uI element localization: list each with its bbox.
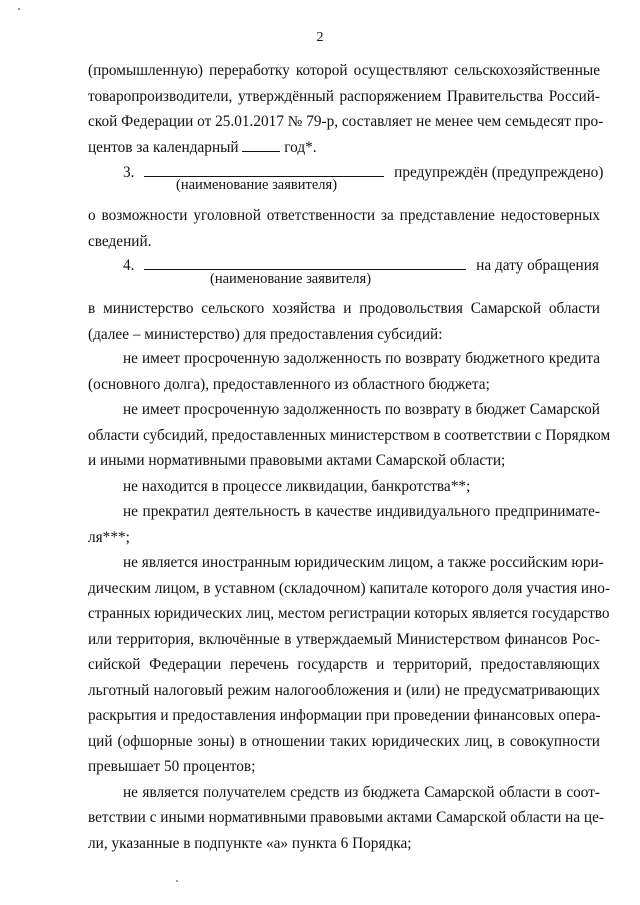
item-4-continuation bbox=[88, 296, 600, 347]
text-line: ветствии с иными нормативными правовыми актами Самарской области на це- bbox=[88, 809, 605, 826]
text-fragment: год*. bbox=[284, 138, 317, 156]
text-line: (промышленную) переработку которой осуществляют сельскохозяйственные bbox=[88, 62, 600, 79]
scan-speck bbox=[176, 880, 178, 882]
text-fragment: центов за календарный bbox=[88, 138, 239, 156]
text-line: ли, указанные в подпункте «а» пункта 6 Порядка; bbox=[88, 834, 412, 852]
condition-item bbox=[88, 499, 600, 550]
text-fragment: предупреждён (предупреждено) bbox=[394, 164, 604, 181]
condition-item bbox=[88, 474, 600, 500]
page-number: 2 bbox=[316, 30, 324, 45]
condition-item bbox=[88, 550, 611, 780]
item-number: 3. bbox=[123, 164, 135, 181]
condition-item bbox=[88, 346, 600, 397]
condition-item bbox=[88, 397, 611, 474]
text-line: сведений. bbox=[88, 232, 152, 250]
text-line: или территория, включённые в утверждаемый Министерством финансов Рос- bbox=[88, 630, 600, 648]
text-line: не имеет просроченную задолженность по возврату бюджетного кредита bbox=[123, 350, 600, 367]
text-line: о возможности уголовной ответственности за представление недостоверных bbox=[88, 207, 600, 224]
text-line: сийской Федерации перечень государств и территорий, предоставляющих bbox=[88, 656, 600, 673]
paragraph-intro bbox=[88, 58, 604, 160]
text-line: не является иностранным юридическим лицом, а также российским юри- bbox=[123, 554, 604, 571]
text-line bbox=[88, 160, 604, 186]
item-3 bbox=[88, 160, 604, 186]
applicant-name-blank bbox=[144, 161, 384, 177]
text-line: ций (офшорные зоны) в отношении таких юридических лиц, в совокупности bbox=[88, 732, 600, 750]
text-line: и иными нормативными правовыми актами Самарской области; bbox=[88, 452, 506, 469]
applicant-name-blank bbox=[144, 254, 466, 270]
text-line: (основного долга), предоставленного из областного бюджета; bbox=[88, 375, 490, 393]
text-line: товаропроизводители, утверждённый распоряжением Правительства Россий- bbox=[88, 87, 600, 105]
text-line: странных юридических лиц, местом регистрации которых является государство bbox=[88, 605, 610, 622]
text-line: льготный налоговый режим налогообложения и (или) не предусматривающих bbox=[88, 681, 600, 699]
text-line: ской Федерации от 25.01.2017 № 79-р, составляет не менее чем семьдесят про- bbox=[88, 113, 604, 130]
item-3-continuation bbox=[88, 203, 600, 254]
year-blank bbox=[242, 136, 280, 152]
field-caption: (наименование заявителя) bbox=[210, 271, 372, 287]
text-line: ля***; bbox=[88, 528, 130, 546]
text-line: дическим лицом, в уставном (складочном) капитале которого доля участия ино- bbox=[88, 579, 611, 597]
text-line: раскрытия и предоставления информации при проведении финансовых опера- bbox=[88, 707, 601, 724]
text-fragment: на дату обращения bbox=[476, 257, 599, 274]
field-caption: (наименование заявителя) bbox=[176, 177, 338, 193]
condition-item bbox=[88, 780, 605, 857]
text-line: (далее – министерство) для предоставления субсидий: bbox=[88, 325, 443, 343]
item-number: 4. bbox=[123, 257, 135, 274]
scan-speck bbox=[18, 8, 20, 10]
conditions-list bbox=[88, 346, 611, 856]
text-line: не является получателем средств из бюджета Самарской области в соот- bbox=[123, 783, 600, 801]
text-line bbox=[88, 135, 600, 161]
text-line: превышает 50 процентов; bbox=[88, 758, 256, 775]
text-line: не находится в процессе ликвидации, банкротства**; bbox=[123, 477, 471, 495]
text-line: не прекратил деятельность в качестве индивидуального предпринимате- bbox=[123, 503, 600, 520]
text-line: не имеет просроченную задолженность по возврату в бюджет Самарской bbox=[123, 401, 600, 418]
text-line: области субсидий, предоставленных министерством в соответствии с Порядком bbox=[88, 426, 611, 444]
text-line: в министерство сельского хозяйства и продовольствия Самарской области bbox=[88, 300, 600, 317]
